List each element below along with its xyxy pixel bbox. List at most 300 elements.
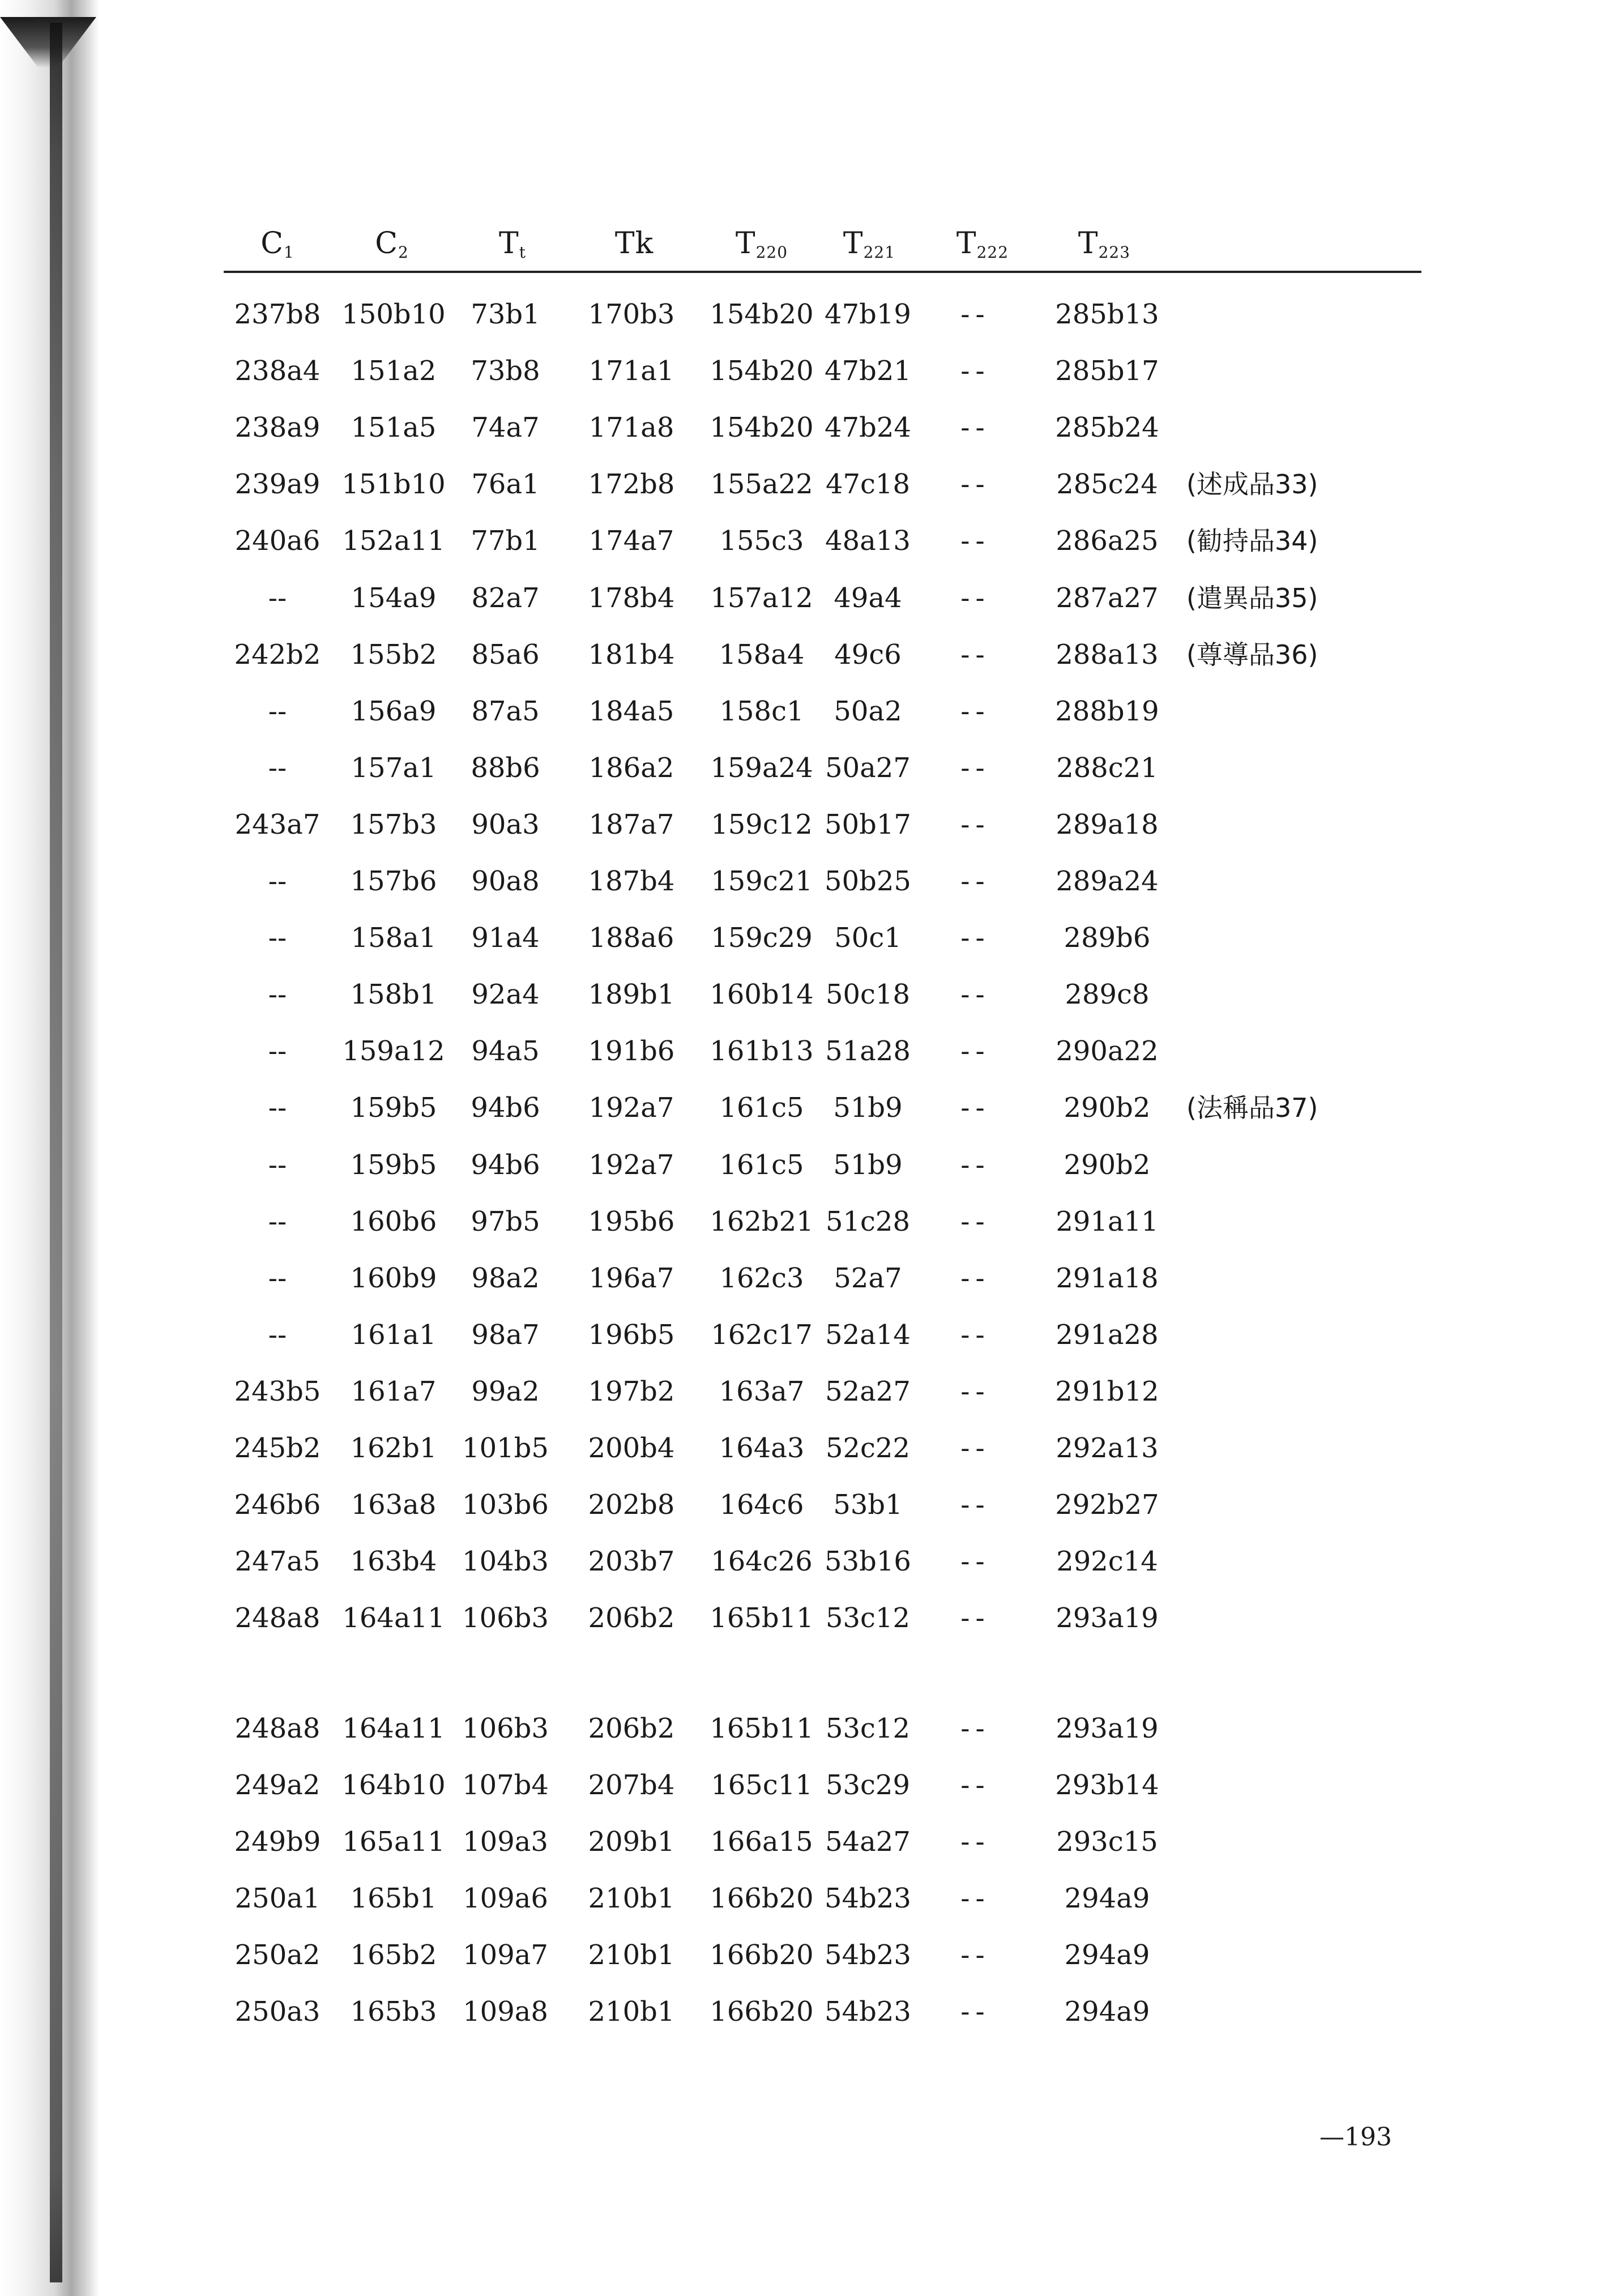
cell-t220: 166b20 — [710, 1883, 814, 1914]
cell-t220: 164a3 — [719, 1432, 805, 1464]
cell-tt: 94a5 — [471, 1035, 540, 1067]
cell-t221: 54b23 — [825, 1996, 911, 2028]
cell-t222: -- — [960, 1769, 990, 1801]
cell-tt: 98a7 — [471, 1319, 540, 1351]
cell-tt: 88b6 — [471, 752, 540, 784]
cell-c1: 246b6 — [234, 1489, 321, 1521]
table-row — [0, 978, 1623, 1034]
cell-t222: -- — [960, 922, 990, 954]
table-row — [0, 467, 1623, 524]
cell-tt: 103b6 — [462, 1489, 549, 1521]
cell-t223: 293a19 — [1056, 1602, 1159, 1634]
cell-t223: 291a11 — [1056, 1206, 1159, 1237]
cell-t221: 50b17 — [825, 809, 911, 840]
cell-t223: 289a24 — [1056, 865, 1159, 897]
cell-c1: 245b2 — [234, 1432, 321, 1464]
cell-c1: -- — [268, 582, 287, 614]
cell-note: (遣異品35) — [1186, 583, 1318, 613]
table-row — [0, 1261, 1623, 1318]
cell-t222: -- — [960, 639, 990, 671]
cell-c2: 163b4 — [350, 1546, 437, 1577]
cell-t221: 47b19 — [825, 298, 911, 330]
header-tk: Tk — [614, 227, 654, 261]
cell-t223: 290b2 — [1064, 1092, 1151, 1124]
table-row — [0, 1938, 1623, 1995]
cell-t220: 164c6 — [719, 1489, 804, 1521]
cell-note — [1186, 1825, 1362, 1859]
cell-tk: 188a6 — [588, 922, 674, 954]
table-row — [0, 1375, 1623, 1431]
cell-tk: 196a7 — [588, 1262, 674, 1294]
cell-note — [1186, 297, 1362, 331]
cell-t222: -- — [960, 1489, 990, 1521]
cell-t223: 287a27 — [1056, 582, 1159, 614]
cell-tk: 178b4 — [588, 582, 675, 614]
cell-tk: 187b4 — [588, 865, 675, 897]
cell-tk: 200b4 — [588, 1432, 675, 1464]
cell-t223: 294a9 — [1064, 1883, 1150, 1914]
table-header — [0, 0, 1623, 272]
table-row — [0, 864, 1623, 921]
cell-t220: 159c12 — [711, 809, 813, 840]
table-row — [0, 1431, 1623, 1488]
cell-c1: 239a9 — [234, 468, 321, 500]
cell-tt: 104b3 — [462, 1546, 549, 1577]
cell-t221: 54b23 — [825, 1883, 911, 1914]
cell-t220: 159a24 — [710, 752, 813, 784]
table-row — [0, 1825, 1623, 1881]
cell-note: (勧持品34) — [1186, 526, 1318, 556]
cell-t220: 161b13 — [710, 1035, 814, 1067]
cell-c2: 164a11 — [342, 1713, 445, 1744]
cell-t222: -- — [960, 1996, 990, 2028]
table-row — [0, 1091, 1623, 1147]
cell-tt: 87a5 — [471, 695, 540, 727]
cell-note: (述成品33) — [1186, 469, 1318, 500]
cell-tk: 210b1 — [588, 1883, 675, 1914]
cell-tk: 192a7 — [588, 1092, 674, 1124]
cell-c2: 160b9 — [350, 1262, 437, 1294]
cell-t221: 53c12 — [825, 1602, 911, 1634]
cell-t222: -- — [960, 1826, 990, 1858]
cell-t223: 285b24 — [1055, 412, 1159, 443]
cell-t221: 50a2 — [834, 695, 902, 727]
cell-tk: 171a1 — [588, 355, 674, 387]
cell-tt: 90a8 — [471, 865, 540, 897]
table-row — [0, 638, 1623, 694]
cell-t223: 291b12 — [1055, 1376, 1159, 1407]
cell-t222: -- — [960, 1262, 990, 1294]
cell-note — [1186, 1431, 1362, 1465]
cell-tt: 106b3 — [462, 1713, 549, 1744]
cell-tt: 106b3 — [462, 1602, 549, 1634]
table-row — [0, 1318, 1623, 1375]
cell-c1: 238a9 — [234, 412, 321, 443]
cell-tk: 210b1 — [588, 1996, 675, 2028]
cell-t221: 53c12 — [825, 1713, 911, 1744]
cell-c1: -- — [268, 1035, 287, 1067]
table-row — [0, 751, 1623, 808]
cell-c2: 157b6 — [350, 865, 437, 897]
cell-c2: 158b1 — [350, 979, 437, 1010]
header-tt: $T_t$ — [499, 227, 526, 262]
table-row — [0, 524, 1623, 581]
cell-c1: -- — [268, 922, 287, 954]
cell-t222: -- — [960, 1432, 990, 1464]
cell-tk: 191b6 — [588, 1035, 675, 1067]
cell-tt: 94b6 — [471, 1092, 540, 1124]
cell-c1: 242b2 — [234, 639, 321, 671]
cell-c2: 154a9 — [351, 582, 437, 614]
cell-t221: 48a13 — [825, 525, 911, 557]
header-t223: $T_{223}$ — [1078, 227, 1131, 262]
cell-tt: 76a1 — [471, 468, 540, 500]
cell-t223: 294a9 — [1064, 1939, 1150, 1971]
cell-c2: 161a7 — [351, 1376, 437, 1407]
cell-t221: 50c1 — [834, 922, 902, 954]
cell-note — [1186, 1205, 1362, 1239]
header-c1: $C_1$ — [260, 227, 294, 262]
cell-t221: 49c6 — [834, 639, 902, 671]
cell-tt: 98a2 — [471, 1262, 540, 1294]
cell-c2: 159b5 — [350, 1149, 437, 1181]
cell-tt: 85a6 — [471, 639, 540, 671]
cell-c1: 240a6 — [234, 525, 321, 557]
cell-t222: -- — [960, 979, 990, 1010]
cell-t221: 47b24 — [825, 412, 911, 443]
cell-tk: 184a5 — [588, 695, 674, 727]
cell-note — [1186, 1881, 1362, 1915]
cell-tt: 92a4 — [471, 979, 540, 1010]
cell-t221: 50a27 — [825, 752, 911, 784]
cell-t220: 165b11 — [710, 1713, 814, 1744]
cell-c1: 247a5 — [234, 1546, 321, 1577]
cell-tk: 202b8 — [588, 1489, 675, 1521]
cell-t222: -- — [960, 355, 990, 387]
cell-t221: 47b21 — [825, 355, 911, 387]
cell-t222: -- — [960, 1376, 990, 1407]
cell-t223: 285b13 — [1055, 298, 1159, 330]
cell-t221: 51b9 — [833, 1149, 903, 1181]
cell-c1: 249a2 — [234, 1769, 321, 1801]
cell-t222: -- — [960, 1602, 990, 1634]
cell-note — [1186, 1712, 1362, 1746]
table-row — [0, 1205, 1623, 1261]
cell-c1: 248a8 — [234, 1713, 321, 1744]
cell-t220: 157a12 — [710, 582, 813, 614]
cell-t222: -- — [960, 1035, 990, 1067]
cell-tk: 181b4 — [588, 639, 675, 671]
table-row — [0, 1768, 1623, 1825]
cell-t223: 285b17 — [1055, 355, 1159, 387]
cell-note — [1186, 1768, 1362, 1802]
cell-tk: 174a7 — [588, 525, 674, 557]
cell-note — [1186, 864, 1362, 898]
cell-t221: 53b16 — [825, 1546, 911, 1577]
cell-t221: 54b23 — [825, 1939, 911, 1971]
cell-t222: -- — [960, 468, 990, 500]
cell-c1: 250a3 — [234, 1996, 321, 2028]
header-t220: $T_{220}$ — [735, 227, 788, 262]
cell-tk: 210b1 — [588, 1939, 675, 1971]
table-row — [0, 411, 1623, 467]
table-row — [0, 1995, 1623, 2051]
header-t222: $T_{222}$ — [956, 227, 1009, 262]
cell-t220: 165b11 — [710, 1602, 814, 1634]
cell-c2: 159b5 — [350, 1092, 437, 1124]
cell-c2: 151a2 — [351, 355, 437, 387]
cell-c2: 165b3 — [350, 1996, 437, 2028]
cell-tk: 171a8 — [588, 412, 674, 443]
cell-tt: 73b1 — [471, 298, 540, 330]
cell-tt: 90a3 — [471, 809, 540, 840]
cell-c1: 248a8 — [234, 1602, 321, 1634]
table-row — [0, 1601, 1623, 1658]
cell-c1: -- — [268, 1319, 287, 1351]
table-row — [0, 1488, 1623, 1544]
cell-t223: 292c14 — [1056, 1546, 1158, 1577]
cell-c1: 250a2 — [234, 1939, 321, 1971]
cell-c2: 164b10 — [341, 1769, 446, 1801]
cell-t223: 290a22 — [1056, 1035, 1159, 1067]
cell-note — [1186, 1938, 1362, 1972]
cell-c2: 152a11 — [342, 525, 445, 557]
cell-c2: 156a9 — [351, 695, 437, 727]
cell-tt: 107b4 — [462, 1769, 549, 1801]
cell-c2: 150b10 — [341, 298, 446, 330]
cell-t221: 53c29 — [825, 1769, 911, 1801]
cell-c2: 151a5 — [351, 412, 437, 443]
cell-note — [1186, 978, 1362, 1012]
table-row — [0, 1712, 1623, 1768]
cell-t220: 154b20 — [710, 412, 814, 443]
cell-c2: 161a1 — [351, 1319, 437, 1351]
cell-tk: 207b4 — [588, 1769, 675, 1801]
cell-tt: 99a2 — [471, 1376, 540, 1407]
cell-t220: 159c21 — [711, 865, 813, 897]
cell-tt: 101b5 — [462, 1432, 549, 1464]
cell-note — [1186, 1601, 1362, 1635]
cell-t221: 50c18 — [825, 979, 911, 1010]
cell-c2: 165b2 — [350, 1939, 437, 1971]
cell-tk: 172b8 — [588, 468, 675, 500]
page-number: —193 — [1319, 2123, 1392, 2152]
cell-t220: 165c11 — [711, 1769, 813, 1801]
cell-t220: 158c1 — [719, 695, 804, 727]
cell-c1: 250a1 — [234, 1883, 321, 1914]
header-t221: $T_{221}$ — [843, 227, 896, 262]
cell-c1: 237b8 — [234, 298, 321, 330]
cell-t223: 292b27 — [1055, 1489, 1159, 1521]
cell-c1: 238a4 — [234, 355, 321, 387]
cell-tt: 97b5 — [471, 1206, 540, 1237]
cell-t221: 52a7 — [834, 1262, 902, 1294]
cell-tk: 170b3 — [588, 298, 675, 330]
table-row — [0, 1034, 1623, 1091]
cell-c2: 162b1 — [350, 1432, 437, 1464]
cell-t222: -- — [960, 1206, 990, 1237]
cell-t223: 290b2 — [1064, 1149, 1151, 1181]
cell-t221: 54a27 — [825, 1826, 911, 1858]
cell-t222: -- — [960, 1713, 990, 1744]
cell-c2: 151b10 — [341, 468, 446, 500]
cell-note — [1186, 411, 1362, 445]
cell-t222: -- — [960, 1092, 990, 1124]
cell-c2: 160b6 — [350, 1206, 437, 1237]
cell-t223: 294a9 — [1064, 1996, 1150, 2028]
cell-t223: 288c21 — [1056, 752, 1158, 784]
cell-c1: 243b5 — [234, 1376, 321, 1407]
cell-note — [1186, 1995, 1362, 2029]
cell-t220: 162c17 — [711, 1319, 813, 1351]
cell-t220: 162b21 — [710, 1206, 814, 1237]
cell-note — [1186, 1148, 1362, 1182]
cell-t221: 52a27 — [825, 1376, 911, 1407]
cell-tk: 189b1 — [588, 979, 675, 1010]
cell-note — [1186, 1318, 1362, 1352]
table-row — [0, 921, 1623, 978]
cell-tt: 109a8 — [463, 1996, 548, 2028]
cell-t220: 160b14 — [710, 979, 814, 1010]
cell-t220: 155c3 — [719, 525, 804, 557]
table-row — [0, 1881, 1623, 1938]
cell-t222: -- — [960, 298, 990, 330]
cell-note: (法稱品37) — [1186, 1092, 1318, 1123]
cell-note — [1186, 808, 1362, 842]
cell-tt: 109a3 — [463, 1826, 548, 1858]
cell-c1: -- — [268, 1149, 287, 1181]
cell-note: (尊導品36) — [1186, 639, 1318, 670]
cell-tk: 197b2 — [588, 1376, 675, 1407]
cell-t223: 291a28 — [1056, 1319, 1159, 1351]
cell-note — [1186, 1488, 1362, 1522]
table-row — [0, 1148, 1623, 1205]
cell-note — [1186, 1034, 1362, 1068]
cell-tk: 192a7 — [588, 1149, 674, 1181]
table-row — [0, 297, 1623, 354]
cell-tt: 77b1 — [471, 525, 540, 557]
cell-t221: 50b25 — [825, 865, 911, 897]
cell-note — [1186, 1261, 1362, 1295]
header-c2: $C_2$ — [375, 227, 409, 262]
cell-note — [1186, 921, 1362, 955]
cell-c1: -- — [268, 865, 287, 897]
cell-t223: 293a19 — [1056, 1713, 1159, 1744]
cell-t220: 155a22 — [710, 468, 813, 500]
cell-t223: 286a25 — [1056, 525, 1159, 557]
cell-t223: 291a18 — [1056, 1262, 1159, 1294]
table-row — [0, 694, 1623, 751]
table-row — [0, 354, 1623, 411]
cell-t222: -- — [960, 695, 990, 727]
cell-t220: 166b20 — [710, 1996, 814, 2028]
cell-tt: 94b6 — [471, 1149, 540, 1181]
cell-c1: -- — [268, 752, 287, 784]
cell-tk: 187a7 — [588, 809, 674, 840]
cell-t223: 288b19 — [1055, 695, 1159, 727]
cell-t221: 47c18 — [825, 468, 911, 500]
cell-c1: -- — [268, 695, 287, 727]
cell-t221: 53b1 — [833, 1489, 903, 1521]
cell-c2: 165b1 — [350, 1883, 437, 1914]
cell-t222: -- — [960, 582, 990, 614]
cell-t223: 289c8 — [1065, 979, 1150, 1010]
cell-note — [1186, 354, 1362, 388]
cell-t220: 161c5 — [719, 1149, 804, 1181]
cell-note — [1186, 694, 1362, 728]
cell-tt: 91a4 — [471, 922, 540, 954]
cell-t222: -- — [960, 809, 990, 840]
cell-c2: 159a12 — [342, 1035, 445, 1067]
cell-c2: 163a8 — [351, 1489, 437, 1521]
cell-c1: -- — [268, 1206, 287, 1237]
cell-tk: 206b2 — [588, 1602, 675, 1634]
cell-t221: 51b9 — [833, 1092, 903, 1124]
cell-t222: -- — [960, 412, 990, 443]
cell-c1: -- — [268, 1092, 287, 1124]
cell-t222: -- — [960, 1546, 990, 1577]
cell-c1: 243a7 — [234, 809, 321, 840]
cell-tk: 209b1 — [588, 1826, 675, 1858]
cell-tt: 82a7 — [471, 582, 540, 614]
cell-c2: 157a1 — [351, 752, 437, 784]
cell-note — [1186, 1544, 1362, 1578]
cell-t221: 51a28 — [825, 1035, 911, 1067]
cell-t222: -- — [960, 1883, 990, 1914]
cell-t220: 158a4 — [719, 639, 805, 671]
cell-t220: 166a15 — [710, 1826, 813, 1858]
cell-t220: 162c3 — [719, 1262, 804, 1294]
cell-t223: 289a18 — [1056, 809, 1159, 840]
cell-tk: 206b2 — [588, 1713, 675, 1744]
table-row — [0, 581, 1623, 638]
cell-tt: 74a7 — [471, 412, 540, 443]
cell-t222: -- — [960, 525, 990, 557]
cell-t223: 288a13 — [1056, 639, 1159, 671]
cell-tt: 109a7 — [463, 1939, 548, 1971]
cell-t223: 293c15 — [1056, 1826, 1158, 1858]
table-row — [0, 1544, 1623, 1601]
cell-t223: 285c24 — [1056, 468, 1158, 500]
cell-c2: 164a11 — [342, 1602, 445, 1634]
cell-t220: 159c29 — [711, 922, 813, 954]
cell-t220: 166b20 — [710, 1939, 814, 1971]
header-rule — [224, 271, 1421, 273]
cell-t223: 292a13 — [1056, 1432, 1159, 1464]
cell-tk: 195b6 — [588, 1206, 675, 1237]
cell-tk: 186a2 — [588, 752, 674, 784]
cell-c2: 158a1 — [351, 922, 437, 954]
cell-t223: 289b6 — [1064, 922, 1151, 954]
table-row — [0, 808, 1623, 864]
cell-t222: -- — [960, 1319, 990, 1351]
cell-c2: 165a11 — [342, 1826, 445, 1858]
cell-tt: 73b8 — [471, 355, 540, 387]
cell-t222: -- — [960, 865, 990, 897]
cell-t221: 49a4 — [834, 582, 902, 614]
cell-tk: 203b7 — [588, 1546, 675, 1577]
cell-c1: -- — [268, 979, 287, 1010]
cell-t223: 293b14 — [1055, 1769, 1159, 1801]
cell-note — [1186, 1375, 1362, 1409]
cell-t221: 52a14 — [825, 1319, 911, 1351]
cell-c1: -- — [268, 1262, 287, 1294]
cell-t220: 161c5 — [719, 1092, 804, 1124]
cell-t221: 52c22 — [825, 1432, 911, 1464]
cell-t222: -- — [960, 1939, 990, 1971]
cell-t222: -- — [960, 752, 990, 784]
cell-t220: 154b20 — [710, 355, 814, 387]
